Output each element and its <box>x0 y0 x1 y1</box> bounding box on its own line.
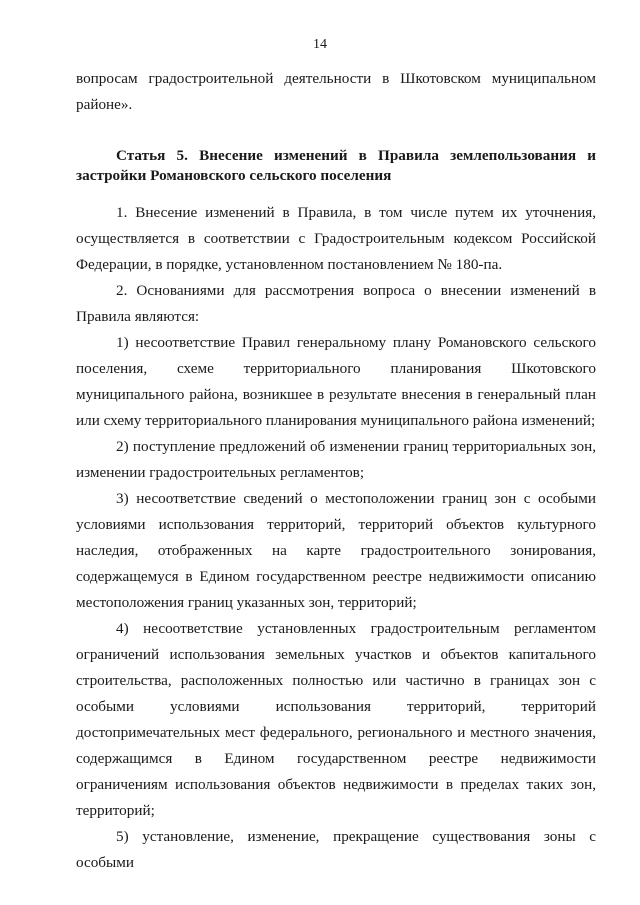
paragraph-2: 2. Основаниями для рассмотрения вопроса о внесении изменений в Правила являются: <box>76 282 596 325</box>
intro-paragraph: вопросам градостроительной деятельности в Шкотовском муниципальном районе». <box>76 70 596 113</box>
list-item-4: 4) несоответствие установленных градостроительным регламентом ограничений использования земельных участков и объектов капитального строительства, расположенных полностью или частично в границах зон с особыми условиями использования территорий, территорий достопримечательных мест федерального, регионального и местного значения, содержащимся в Едином государственном реестре недвижимости ограничениям использования объектов недвижимости в пределах таких зон, территорий; <box>76 620 596 819</box>
list-item-3: 3) несоответствие сведений о местоположении границ зон с особыми условиями использования территорий, территорий объектов культурного наследия, отображенных на карте градостроительного зонирования, содержащемуся в Едином государственном реестре недвижимости описанию местоположения границ указанных зон, территорий; <box>76 490 596 611</box>
page-number: 14 <box>313 37 327 52</box>
list-item-5: 5) установление, изменение, прекращение существования зоны с особыми <box>76 828 596 871</box>
article-heading: Статья 5. Внесение изменений в Правила землепользования и застройки Романовского сельского поселения <box>76 147 596 184</box>
list-item-1: 1) несоответствие Правил генеральному плану Романовского сельского поселения, схеме территориального планирования Шкотовского муниципального района, возникшее в результате внесения в генеральный план или схему территориального планирования муниципального района изменений; <box>76 334 596 429</box>
document-body <box>76 66 596 876</box>
paragraph-1: 1. Внесение изменений в Правила, в том числе путем их уточнения, осуществляется в соответствии с Градостроительным кодексом Российской Федерации, в порядке, установленном постановлением № 180-па. <box>76 204 596 273</box>
list-item-2: 2) поступление предложений об изменении границ территориальных зон, изменении градостроительных регламентов; <box>76 438 596 481</box>
